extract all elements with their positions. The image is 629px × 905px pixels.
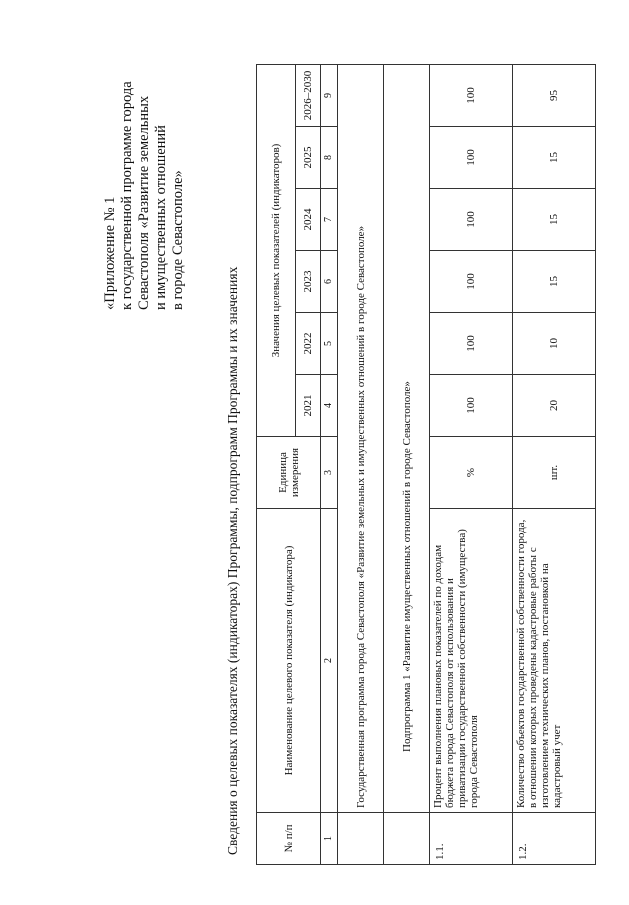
row-num: 1.2. (513, 813, 596, 865)
column-number: 1 (321, 813, 338, 865)
row-unit: % (430, 437, 513, 509)
appendix-header (102, 20, 187, 310)
header-year: 2026–2030 (296, 64, 321, 126)
row-indicator-name: Процент выполнения плановых показателей по доходам бюджета города Севастополя от использования и приватизации государственной собственности (имущества) города Севастополя (430, 509, 513, 813)
appendix-line-1: «Приложение № 1 (102, 196, 118, 310)
row-value: 10 (513, 313, 596, 375)
column-number: 8 (321, 127, 338, 189)
subprogram-row (384, 64, 430, 864)
column-number: 3 (321, 437, 338, 509)
appendix-line-2: к государственной программе города (119, 81, 135, 310)
header-year: 2025 (296, 127, 321, 189)
row-value: 15 (513, 127, 596, 189)
appendix-line-3: Севастополя «Развитие земельных (136, 95, 152, 310)
indicators-table (256, 64, 596, 865)
document-title: Сведения о целевых показателях (индикаторах) Программы, подпрограмм Программы и их значениях (225, 266, 240, 855)
row-value: 100 (430, 313, 513, 375)
column-number: 5 (321, 313, 338, 375)
program-row-num (338, 813, 384, 865)
row-value: 95 (513, 64, 596, 126)
table-row (430, 64, 513, 864)
column-number: 7 (321, 189, 338, 251)
subprogram-title: Подпрограмма 1 «Развитие имущественных отношений в городе Севастополе» (384, 64, 430, 812)
row-value: 100 (430, 127, 513, 189)
header-year: 2021 (296, 375, 321, 437)
header-unit: Единица измерения (257, 437, 321, 509)
appendix-line-5: в городе Севастополе» (170, 170, 186, 310)
header-year: 2023 (296, 251, 321, 313)
appendix-line-4: и имущественных отношений (153, 125, 169, 310)
row-value: 100 (430, 64, 513, 126)
header-name: Наименование целевого показателя (индикатора) (257, 509, 321, 813)
row-value: 20 (513, 375, 596, 437)
row-value: 15 (513, 251, 596, 313)
row-value: 15 (513, 189, 596, 251)
header-row-1 (257, 64, 296, 864)
header-values: Значения целевых показателей (индикаторов) (257, 64, 296, 436)
row-num: 1.1. (430, 813, 513, 865)
row-unit: шт. (513, 437, 596, 509)
program-row (338, 64, 384, 864)
row-indicator-name: Количество объектов государственной собственности города, в отношении которых проведены кадастровые работы с изготовлением технических планов, постановкой на кадастровый учет (513, 509, 596, 813)
column-numbers-row (321, 64, 338, 864)
header-year: 2022 (296, 313, 321, 375)
row-value: 100 (430, 375, 513, 437)
row-value: 100 (430, 189, 513, 251)
header-num: № п/п (257, 813, 321, 865)
row-value: 100 (430, 251, 513, 313)
header-year: 2024 (296, 189, 321, 251)
column-number: 6 (321, 251, 338, 313)
table-row (513, 64, 596, 864)
subprogram-row-num (384, 813, 430, 865)
program-title: Государственная программа города Севастополя «Развитие земельных и имущественных отношений в городе Севастополе» (338, 64, 384, 812)
column-number: 2 (321, 509, 338, 813)
column-number: 9 (321, 64, 338, 126)
column-number: 4 (321, 375, 338, 437)
